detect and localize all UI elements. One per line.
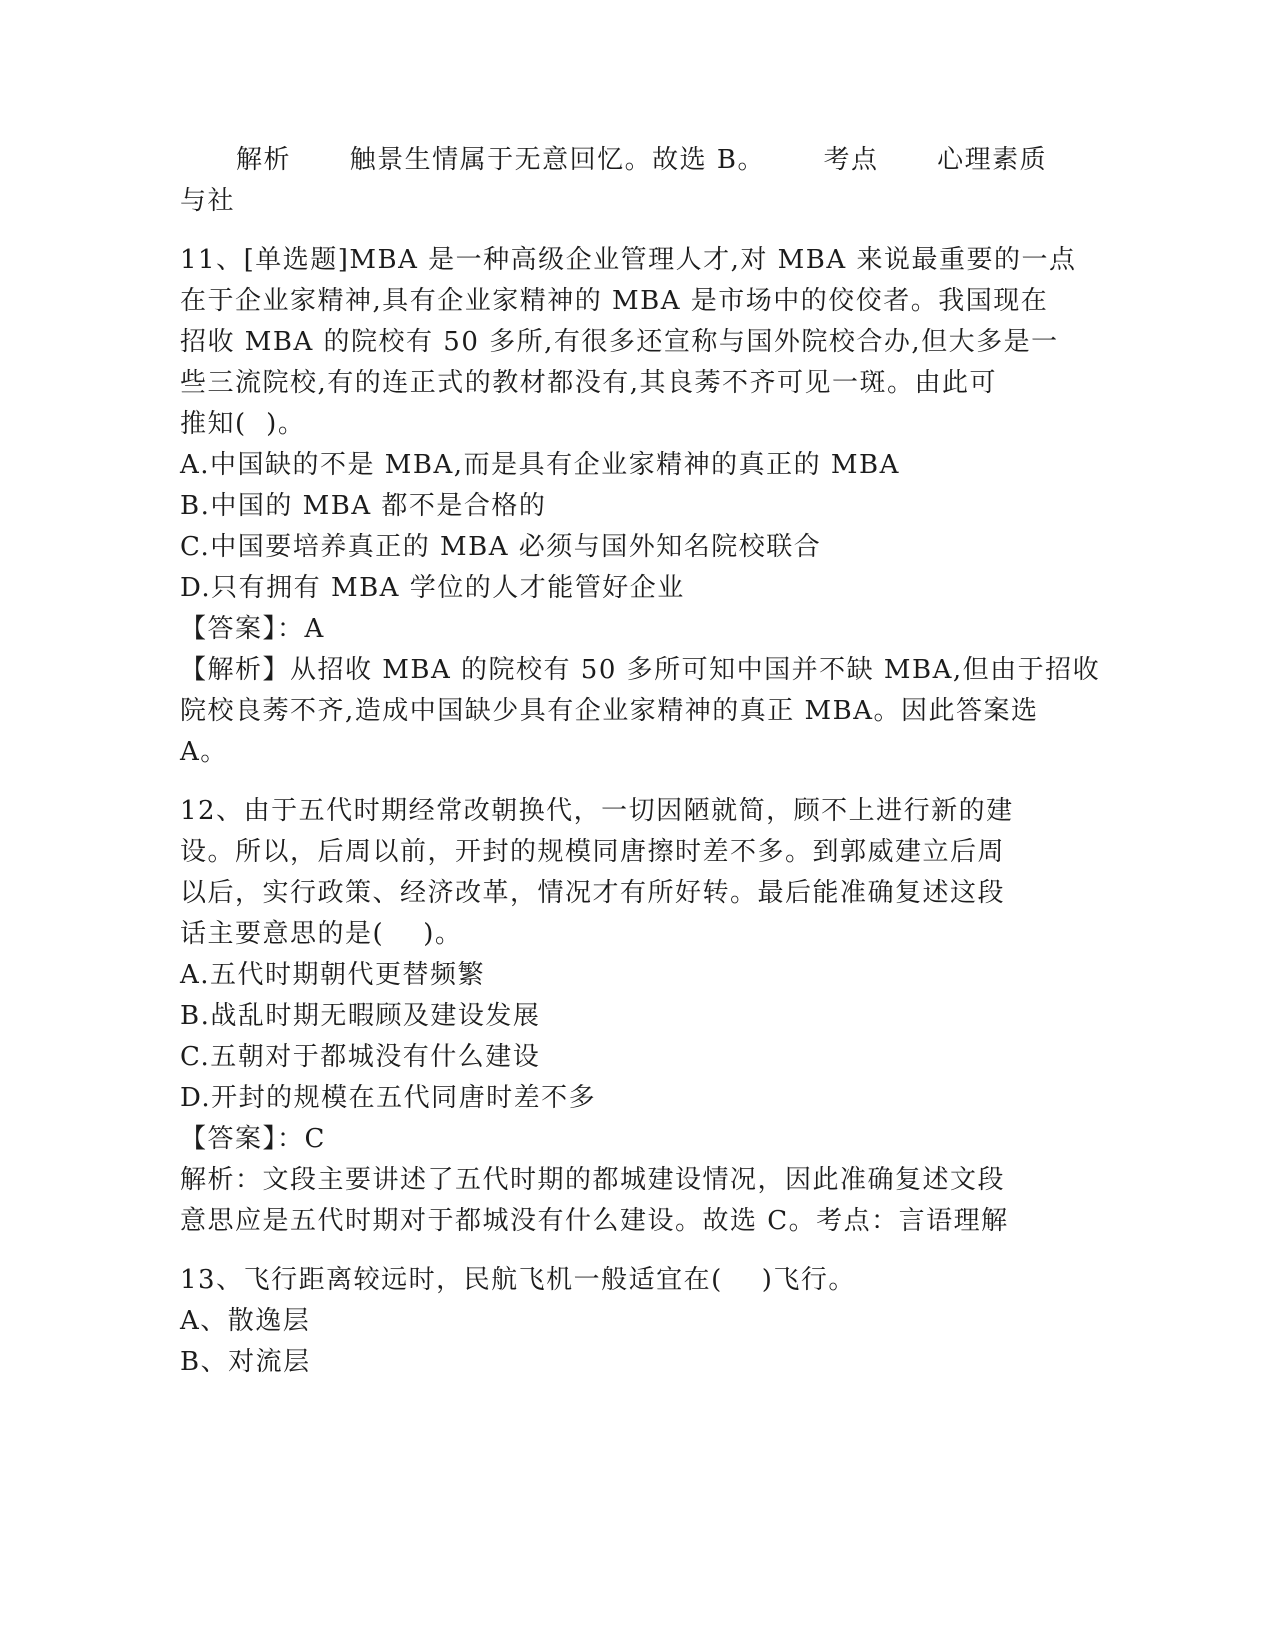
question-stem-line: 12、由于五代时期经常改朝换代，一切因陋就简，顾不上进行新的建 bbox=[180, 796, 1014, 826]
analysis-line: 意思应是五代时期对于都城没有什么建设。故选 C。考点：言语理解 bbox=[180, 1206, 1009, 1236]
intro-analysis bbox=[180, 140, 1060, 222]
question-stem-line: 推知( )。 bbox=[180, 409, 306, 439]
question-stem-line: 在于企业家精神,具有企业家精神的 MBA 是市场中的佼佼者。我国现在 bbox=[180, 286, 1049, 316]
option-d: D.开封的规模在五代同唐时差不多 bbox=[180, 1083, 597, 1113]
option-c: C.中国要培养真正的 MBA 必须与国外知名院校联合 bbox=[180, 532, 822, 562]
analysis-line: A。 bbox=[180, 737, 228, 767]
analysis-line: 【解析】从招收 MBA 的院校有 50 多所可知中国并不缺 MBA,但由于招收 bbox=[180, 655, 1101, 685]
option-a: A.中国缺的不是 MBA,而是具有企业家精神的真正的 MBA bbox=[180, 450, 900, 480]
answer-line: 【答案】：C bbox=[180, 1124, 326, 1154]
question-13 bbox=[180, 1260, 1060, 1383]
question-stem-line: 以后，实行政策、经济改革，情况才有所好转。最后能准确复述这段 bbox=[180, 878, 1006, 908]
answer-line: 【答案】：A bbox=[180, 614, 325, 644]
question-stem-line: 些三流院校,有的连正式的教材都没有,其良莠不齐可见一斑。由此可 bbox=[180, 368, 998, 398]
option-b: B.中国的 MBA 都不是合格的 bbox=[180, 491, 547, 521]
question-12 bbox=[180, 791, 1060, 1242]
option-b: B、对流层 bbox=[180, 1347, 311, 1377]
option-d: D.只有拥有 MBA 学位的人才能管好企业 bbox=[180, 573, 685, 603]
intro-line: 解析 触景生情属于无意回忆。故选 B。 考点 心理素质 bbox=[236, 145, 1048, 175]
option-c: C.五朝对于都城没有什么建设 bbox=[180, 1042, 541, 1072]
question-stem-line: 设。所以，后周以前，开封的规模同唐擦时差不多。到郭威建立后周 bbox=[180, 837, 1006, 867]
question-11 bbox=[180, 240, 1101, 773]
intro-line: 与社 bbox=[180, 186, 236, 216]
analysis-line: 院校良莠不齐,造成中国缺少具有企业家精神的真正 MBA。因此答案选 bbox=[180, 696, 1039, 726]
option-a: A、散逸层 bbox=[180, 1306, 311, 1336]
option-a: A.五代时期朝代更替频繁 bbox=[180, 960, 486, 990]
document-page bbox=[180, 140, 1101, 1383]
spacer bbox=[180, 1242, 1060, 1260]
question-stem-line: 11、[单选题]MBA 是一种高级企业管理人才,对 MBA 来说最重要的一点 bbox=[180, 245, 1077, 275]
spacer bbox=[180, 773, 1060, 791]
spacer bbox=[180, 222, 1060, 240]
question-stem-line: 话主要意思的是( )。 bbox=[180, 919, 463, 949]
question-stem-line: 13、飞行距离较远时，民航飞机一般适宜在( )飞行。 bbox=[180, 1265, 856, 1295]
question-stem-line: 招收 MBA 的院校有 50 多所,有很多还宣称与国外院校合办,但大多是一 bbox=[180, 327, 1059, 357]
option-b: B.战乱时期无暇顾及建设发展 bbox=[180, 1001, 541, 1031]
analysis-line: 解析：文段主要讲述了五代时期的都城建设情况，因此准确复述文段 bbox=[180, 1165, 1006, 1195]
